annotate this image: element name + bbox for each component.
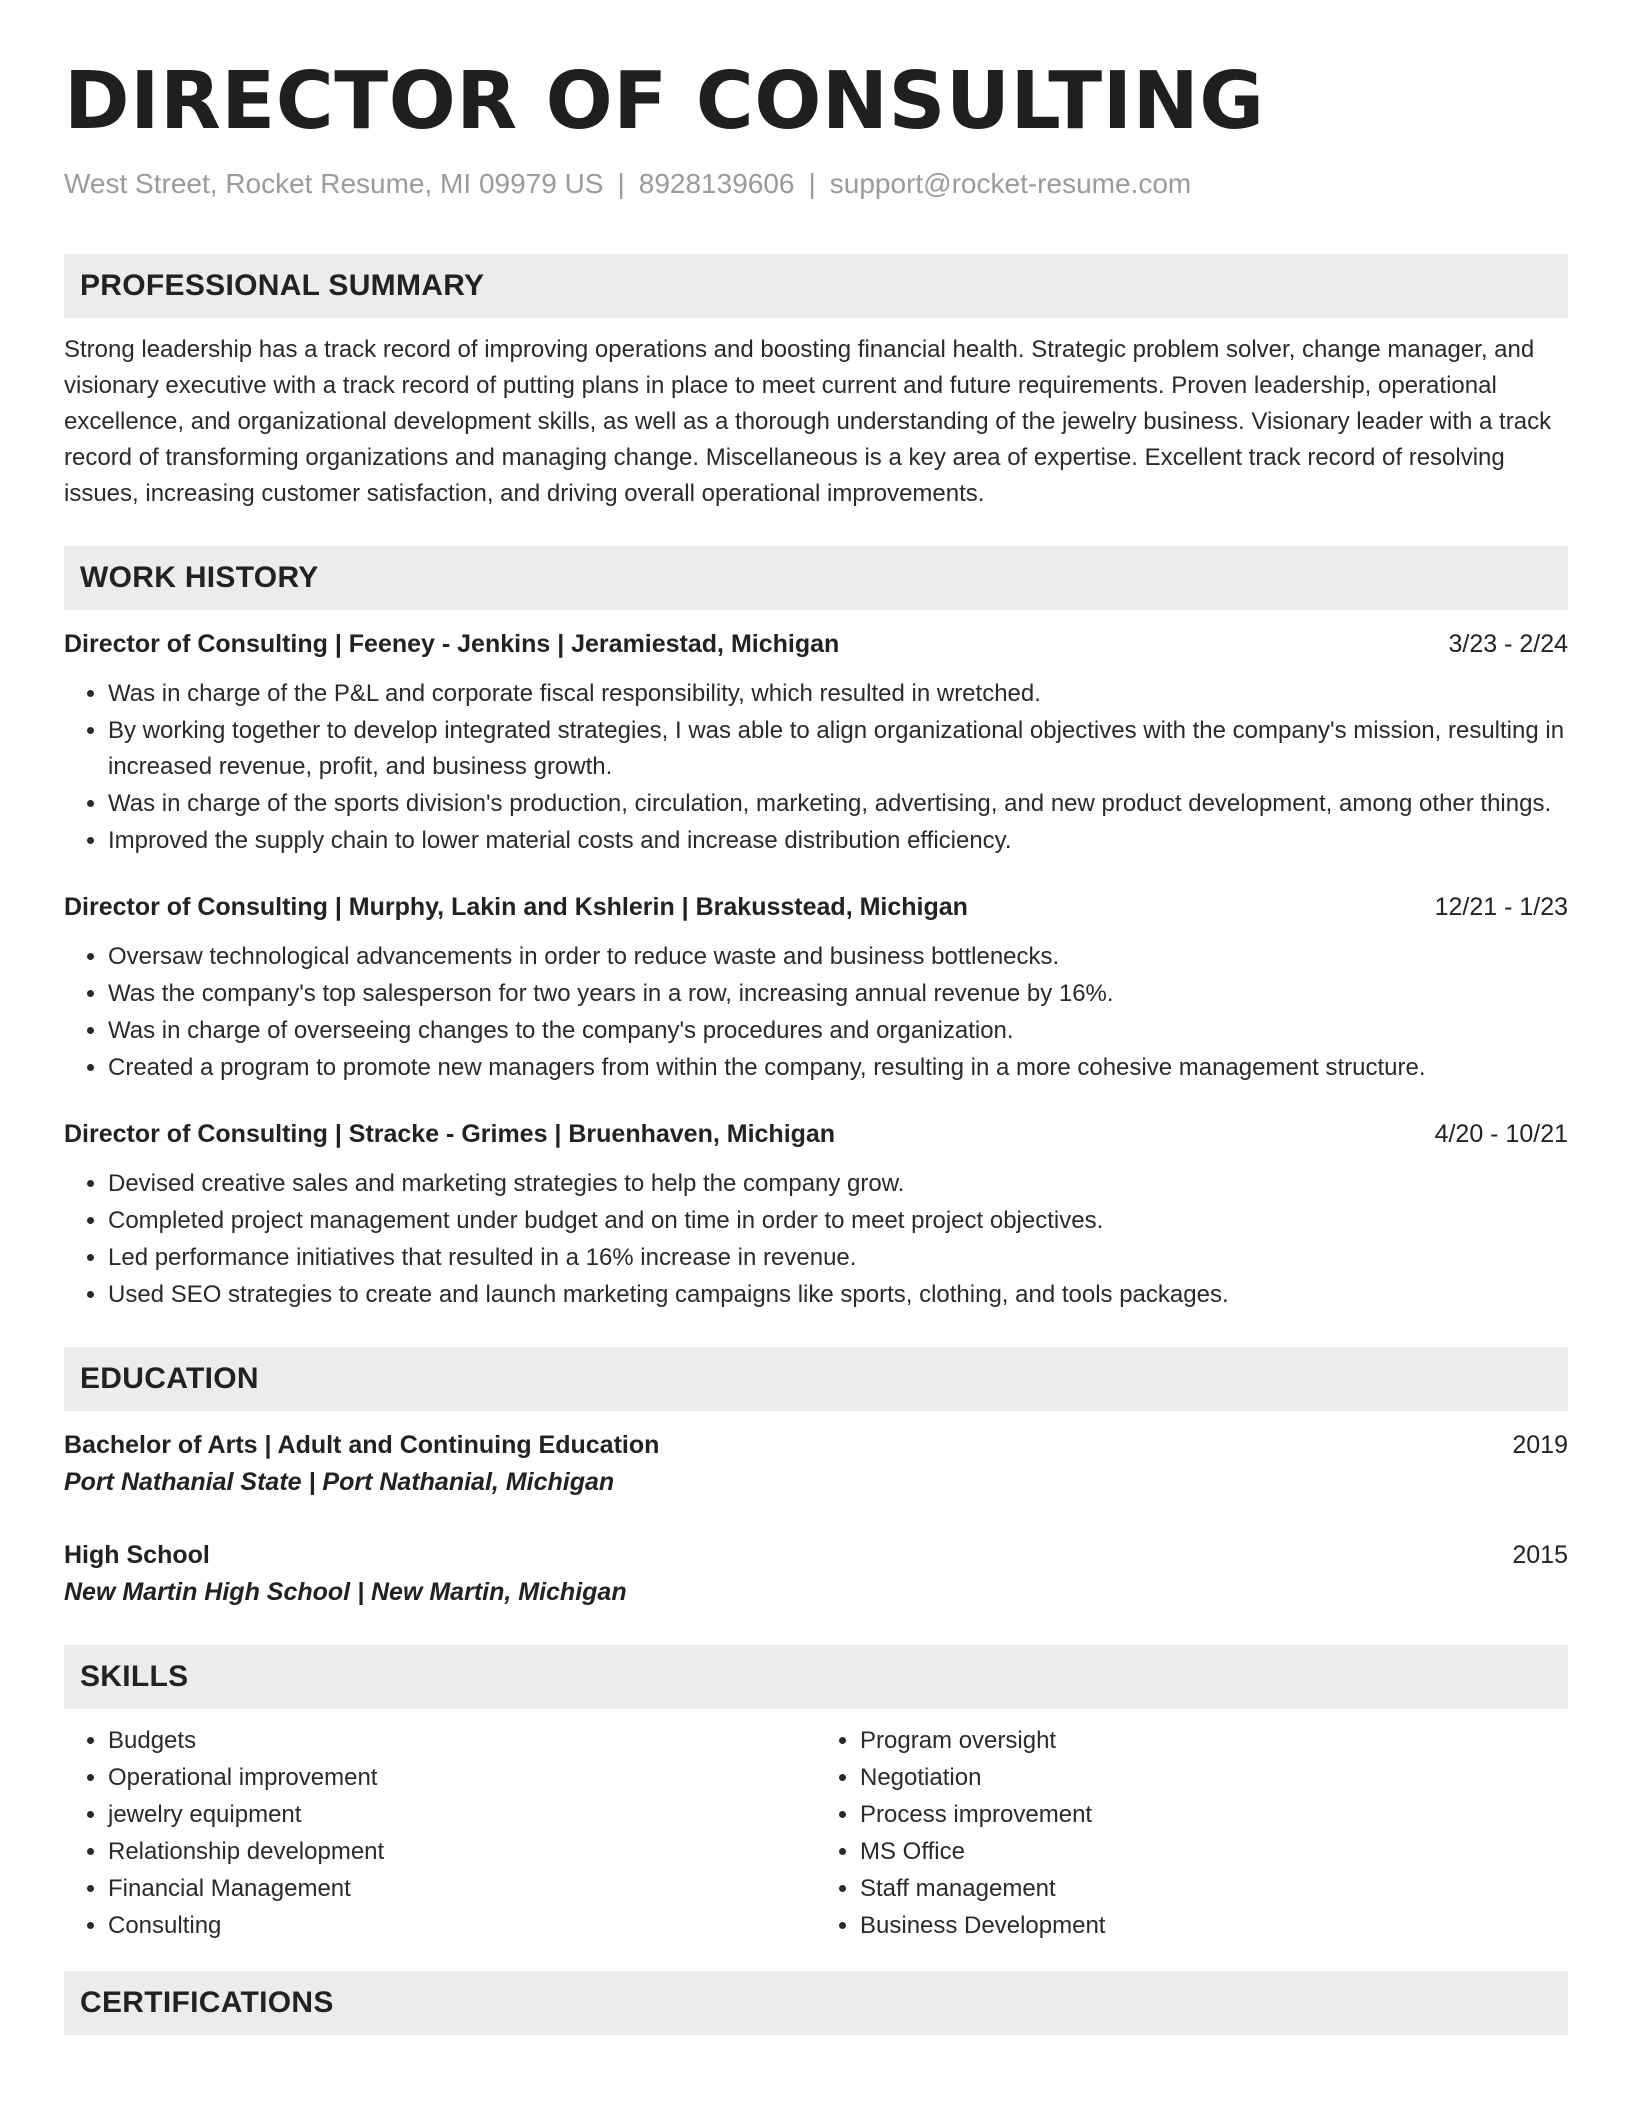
contact-line [64,164,1568,204]
section-heading-certifications: CERTIFICATIONS [64,1971,1568,2035]
skill-item: • Process improvement [860,1797,1568,1833]
skill-item: • jewelry equipment [108,1797,816,1833]
skills-column-right [816,1723,1568,1945]
skills-column-left [64,1723,816,1945]
job-bullets [64,939,1568,1086]
skill-item: • Budgets [108,1723,816,1759]
graduation-year: 2015 [1512,1541,1568,1569]
section-heading-work: WORK HISTORY [64,546,1568,610]
summary-text: Strong leadership has a track record of improving operations and boosting financial health. Strategic problem solver, change manager, and visionary executive with a track record of putting plans in place to meet current and future requirements. Proven leadership, operational excellence, and organizational development skills, as well as a thorough understanding of the jewelry business. Visionary leader with a track record of transforming organizations and managing change. Miscellaneous is a key area of expertise. Excellent track record of resolving issues, increasing customer satisfaction, and driving overall operational improvements. [64,336,1552,507]
job-list [64,626,1568,1313]
school: New Martin High School | New Martin, Michigan [64,1578,627,1606]
skill-item: • Negotiation [860,1760,1568,1796]
skills-list [64,1723,1568,1945]
bullet-item: • Was in charge of overseeing changes to the company's procedures and organization. [108,1013,1568,1049]
bullet-item: • Devised creative sales and marketing strategies to help the company grow. [108,1166,1568,1202]
school: Port Nathanial State | Port Nathanial, Michigan [64,1468,615,1496]
bullet-item: • Oversaw technological advancements in order to reduce waste and business bottlenecks. [108,939,1568,975]
resume-page [64,52,1568,2035]
job-entry [64,626,1568,859]
skill-item: • MS Office [860,1834,1568,1870]
bullet-item: • Completed project management under budget and on time in order to meet project objectives. [108,1203,1568,1239]
job-bullets [64,676,1568,859]
skill-item: • Consulting [108,1908,816,1944]
bullet-item: • Was the company's top salesperson for two years in a row, increasing annual revenue by 16%. [108,976,1568,1012]
skill-item: • Financial Management [108,1871,816,1907]
skill-item: • Staff management [860,1871,1568,1907]
bullet-item: • By working together to develop integrated strategies, I was able to align organizational objectives with the company's mission, resulting in increased revenue, profit, and business growth. [108,713,1568,785]
section-heading-summary: PROFESSIONAL SUMMARY [64,254,1568,318]
bullet-item: • Used SEO strategies to create and launch marketing campaigns like sports, clothing, and tools packages. [108,1277,1568,1313]
job-dates: 3/23 - 2/24 [1448,630,1568,658]
job-title: Director of Consulting | Feeney - Jenkins | Jeramiestad, Michigan [64,630,840,658]
resume-name: DIRECTOR OF CONSULTING [64,55,1265,147]
graduation-year: 2019 [1512,1431,1568,1459]
separator: | [617,168,625,199]
section-heading-skills: SKILLS [64,1645,1568,1709]
bullet-item: • Created a program to promote new managers from within the company, resulting in a more cohesive management structure. [108,1050,1568,1086]
education-entry [64,1427,1568,1501]
job-entry [64,889,1568,1086]
skill-item: • Program oversight [860,1723,1568,1759]
bullet-item: • Led performance initiatives that resulted in a 16% increase in revenue. [108,1240,1568,1276]
bullet-item: • Improved the supply chain to lower material costs and increase distribution efficiency. [108,823,1568,859]
degree: Bachelor of Arts | Adult and Continuing Education [64,1431,660,1459]
skill-item: • Relationship development [108,1834,816,1870]
job-title: Director of Consulting | Murphy, Lakin and Kshlerin | Brakusstead, Michigan [64,893,968,921]
education-entry [64,1537,1568,1611]
job-dates: 12/21 - 1/23 [1434,893,1568,921]
separator: | [808,168,816,199]
job-bullets [64,1166,1568,1313]
education-list [64,1427,1568,1611]
job-title: Director of Consulting | Stracke - Grimes | Bruenhaven, Michigan [64,1120,836,1148]
job-entry [64,1116,1568,1313]
skill-item: • Operational improvement [108,1760,816,1796]
email: support@rocket-resume.com [829,168,1192,199]
degree: High School [64,1541,210,1569]
bullet-item: • Was in charge of the sports division's production, circulation, marketing, advertising, and new product development, among other things. [108,786,1568,822]
skill-item: • Business Development [860,1908,1568,1944]
section-heading-education: EDUCATION [64,1347,1568,1411]
bullet-item: • Was in charge of the P&L and corporate fiscal responsibility, which resulted in wretched. [108,676,1568,712]
address: West Street, Rocket Resume, MI 09979 US [64,168,604,199]
phone: 8928139606 [638,168,795,199]
job-dates: 4/20 - 10/21 [1434,1120,1568,1148]
